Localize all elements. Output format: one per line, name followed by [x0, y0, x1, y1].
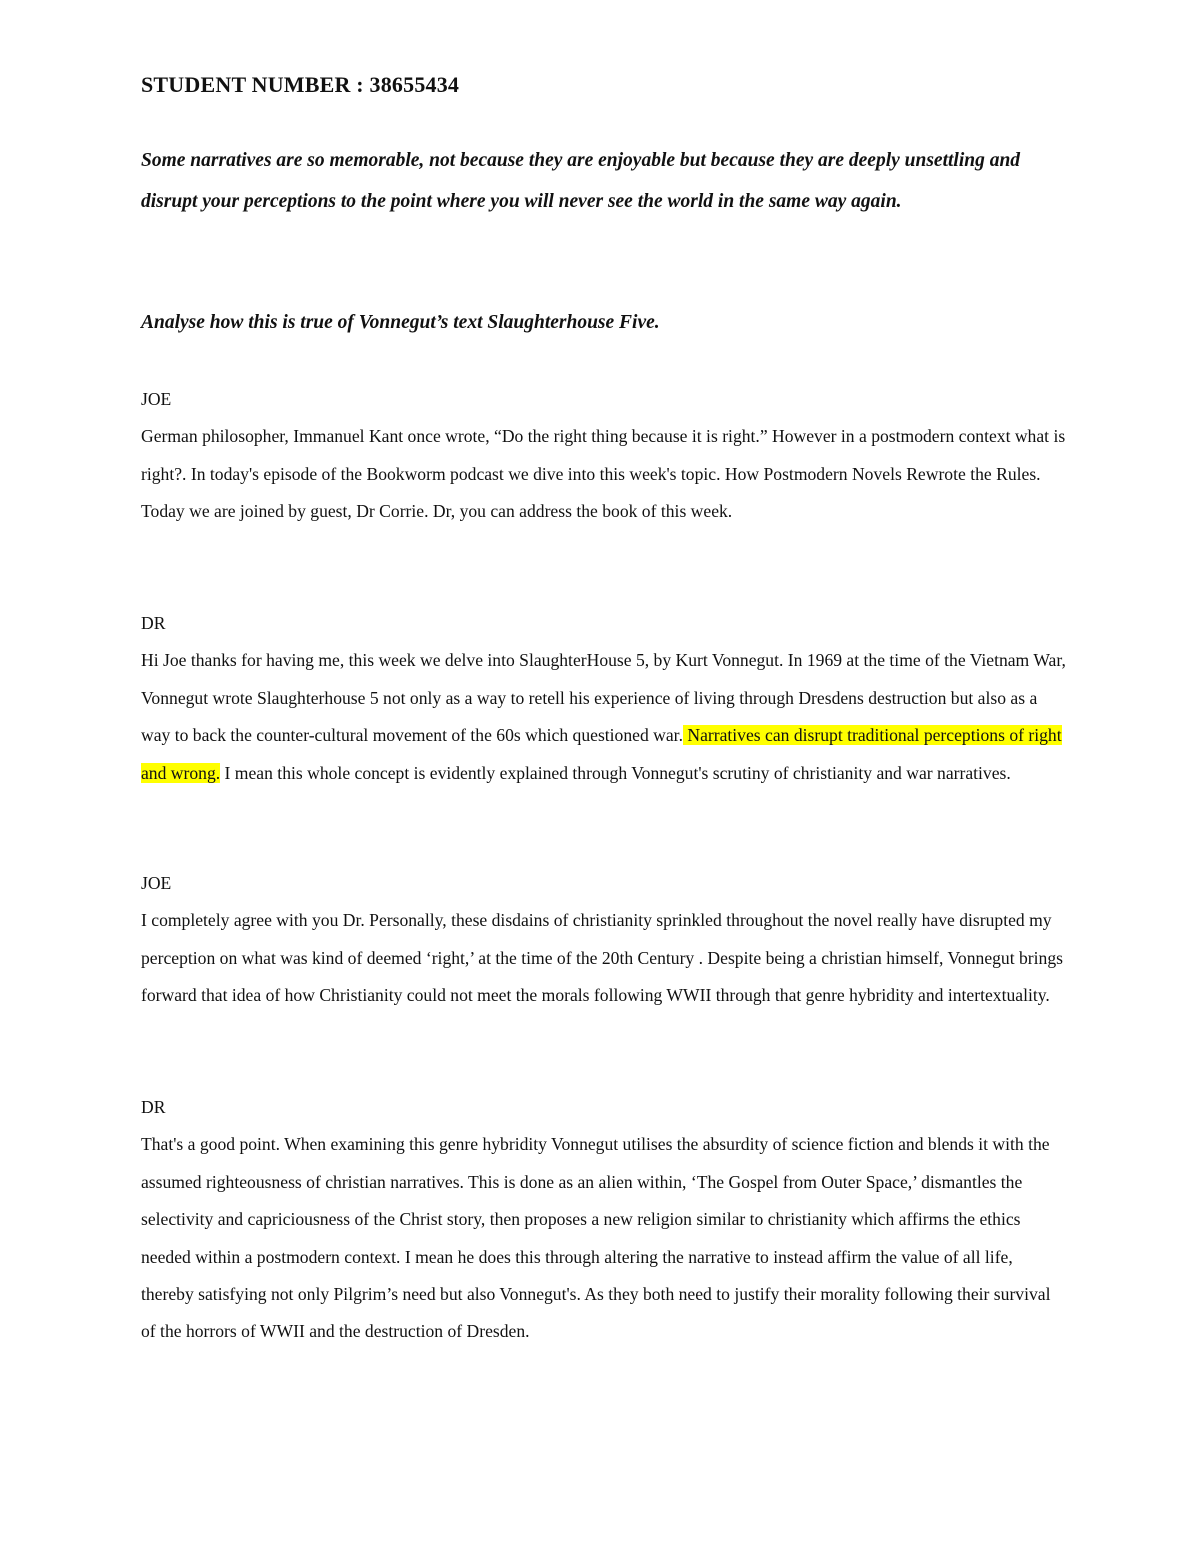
essay-task: Analyse how this is true of Vonnegut’s text Slaughterhouse Five.: [141, 312, 660, 333]
dialogue-turn-dr-2: [141, 1089, 1066, 1351]
speaker-label: JOE: [141, 389, 172, 409]
speech-text: [141, 642, 1066, 792]
speaker-label: DR: [141, 613, 166, 633]
dialogue-turn-joe-2: [141, 865, 1066, 1015]
speech-text: I completely agree with you Dr. Personally, these disdains of christianity sprinkled throughout the novel really have disrupted my perception on what was kind of deemed ‘right,’ at the time of the 20th Century . Despite being a christian himself, Vonnegut brings forward that idea of how Christianity could not meet the morals following WWII through that genre hybridity and intertextuality.: [141, 910, 1063, 1006]
speech-text: German philosopher, Immanuel Kant once wrote, “Do the right thing because it is right.” However in a postmodern context what is right?. In today's episode of the Bookworm podcast we dive into this week's topic. How Postmodern Novels Rewrote the Rules. Today we are joined by guest, Dr Corrie. Dr, you can address the book of this week.: [141, 426, 1066, 522]
speaker-label: JOE: [141, 873, 172, 893]
highlighted-sentence: Narratives can disrupt traditional perceptions of right and wrong.: [141, 725, 1062, 783]
speech-text-before: Hi Joe thanks for having me, this week we delve into SlaughterHouse 5, by Kurt Vonnegut. In 1969 at the time of the Vietnam War, Vonnegut wrote Slaughterhouse 5 not only as a way to retell his experience of living through Dresdens destruction but also as a way to back the counter-cultural movement of the 60s which questioned war.: [141, 650, 1066, 746]
speech-text: That's a good point. When examining this genre hybridity Vonnegut utilises the absurdity of science fiction and blends it with the assumed righteousness of christian narratives. This is done as an alien within, ‘The Gospel from Outer Space,’ dismantles the selectivity and capriciousness of the Christ story, then proposes a new religion similar to christianity which affirms the ethics needed within a postmodern context. I mean he does this through altering the narrative to instead affirm the value of all life, thereby satisfying not only Pilgrim’s need but also Vonnegut's. As they both need to justify their morality following their survival of the horrors of WWII and the destruction of Dresden.: [141, 1134, 1051, 1342]
speech-text-after: I mean this whole concept is evidently explained through Vonnegut's scrutiny of christianity and war narratives.: [220, 762, 1011, 783]
speaker-label: DR: [141, 1097, 166, 1117]
dialogue-turn-dr-1: [141, 605, 1066, 792]
dialogue-turn-joe-1: [141, 381, 1066, 531]
essay-prompt: Some narratives are so memorable, not because they are enjoyable but because they are deeply unsettling and disrupt your perceptions to the point where you will never see the world in the same way again.: [141, 150, 1021, 212]
student-number-heading: STUDENT NUMBER : 38655434: [141, 72, 460, 97]
